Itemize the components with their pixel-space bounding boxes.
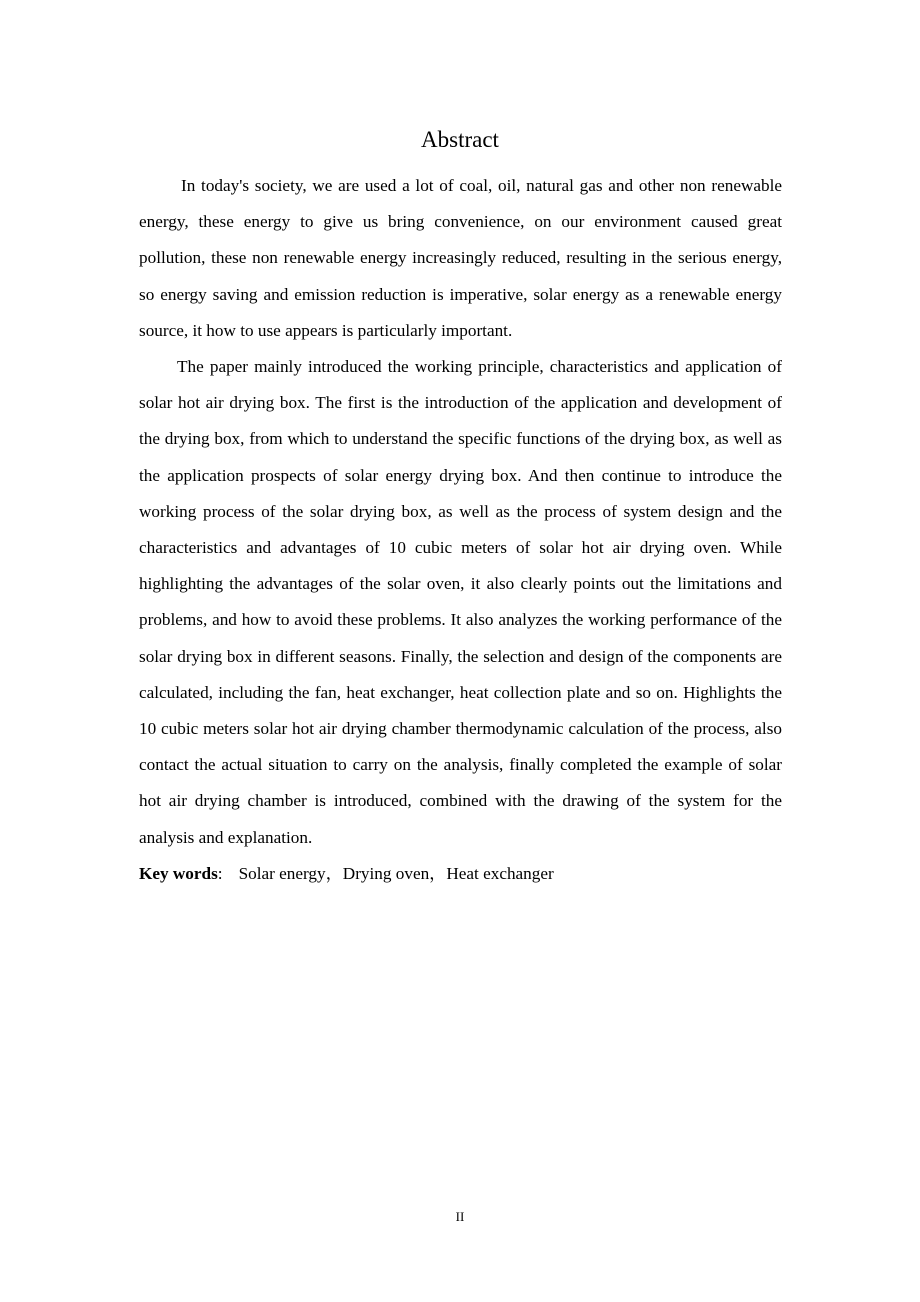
abstract-body (139, 168, 782, 892)
page-number: II (455, 1209, 465, 1224)
abstract-paragraph-1: In today's society, we are used a lot of coal, oil, natural gas and other non renewable energy, these energy to give us bring convenience, on our environment caused great pollution, these non renewable energy increasingly reduced, resulting in the serious energy, so energy saving and emission reduction is imperative, solar energy as a renewable energy source, it how to use appears is particularly important. (139, 176, 782, 340)
abstract-paragraph-2: The paper mainly introduced the working principle, characteristics and application of solar hot air drying box. The first is the introduction of the application and development of the drying box, from which to understand the specific functions of the drying box, as well as the application prospects of solar energy drying box. And then continue to introduce the working process of the solar drying box, as well as the process of system design and the characteristics and advantages of 10 cubic meters of solar hot air drying oven. While highlighting the advantages of the solar oven, it also clearly points out the limitations and problems, and how to avoid these problems. It also analyzes the working performance of the solar drying box in different seasons. Finally, the selection and design of the components are calculated, including the fan, heat exchanger, heat collection plate and so on. Highlights the 10 cubic meters solar hot air drying chamber thermodynamic calculation of the process, also contact the actual situation to carry on the analysis, finally completed the example of solar hot air drying chamber is introduced, combined with the drawing of the system for the analysis and explanation. (139, 357, 782, 847)
keywords-line (139, 856, 782, 892)
abstract-title: Abstract (421, 127, 499, 152)
keywords-value: Solar energy，Drying oven，Heat exchanger (238, 863, 554, 883)
keywords-label: Key words (139, 863, 218, 883)
keywords-colon: : (217, 863, 223, 883)
